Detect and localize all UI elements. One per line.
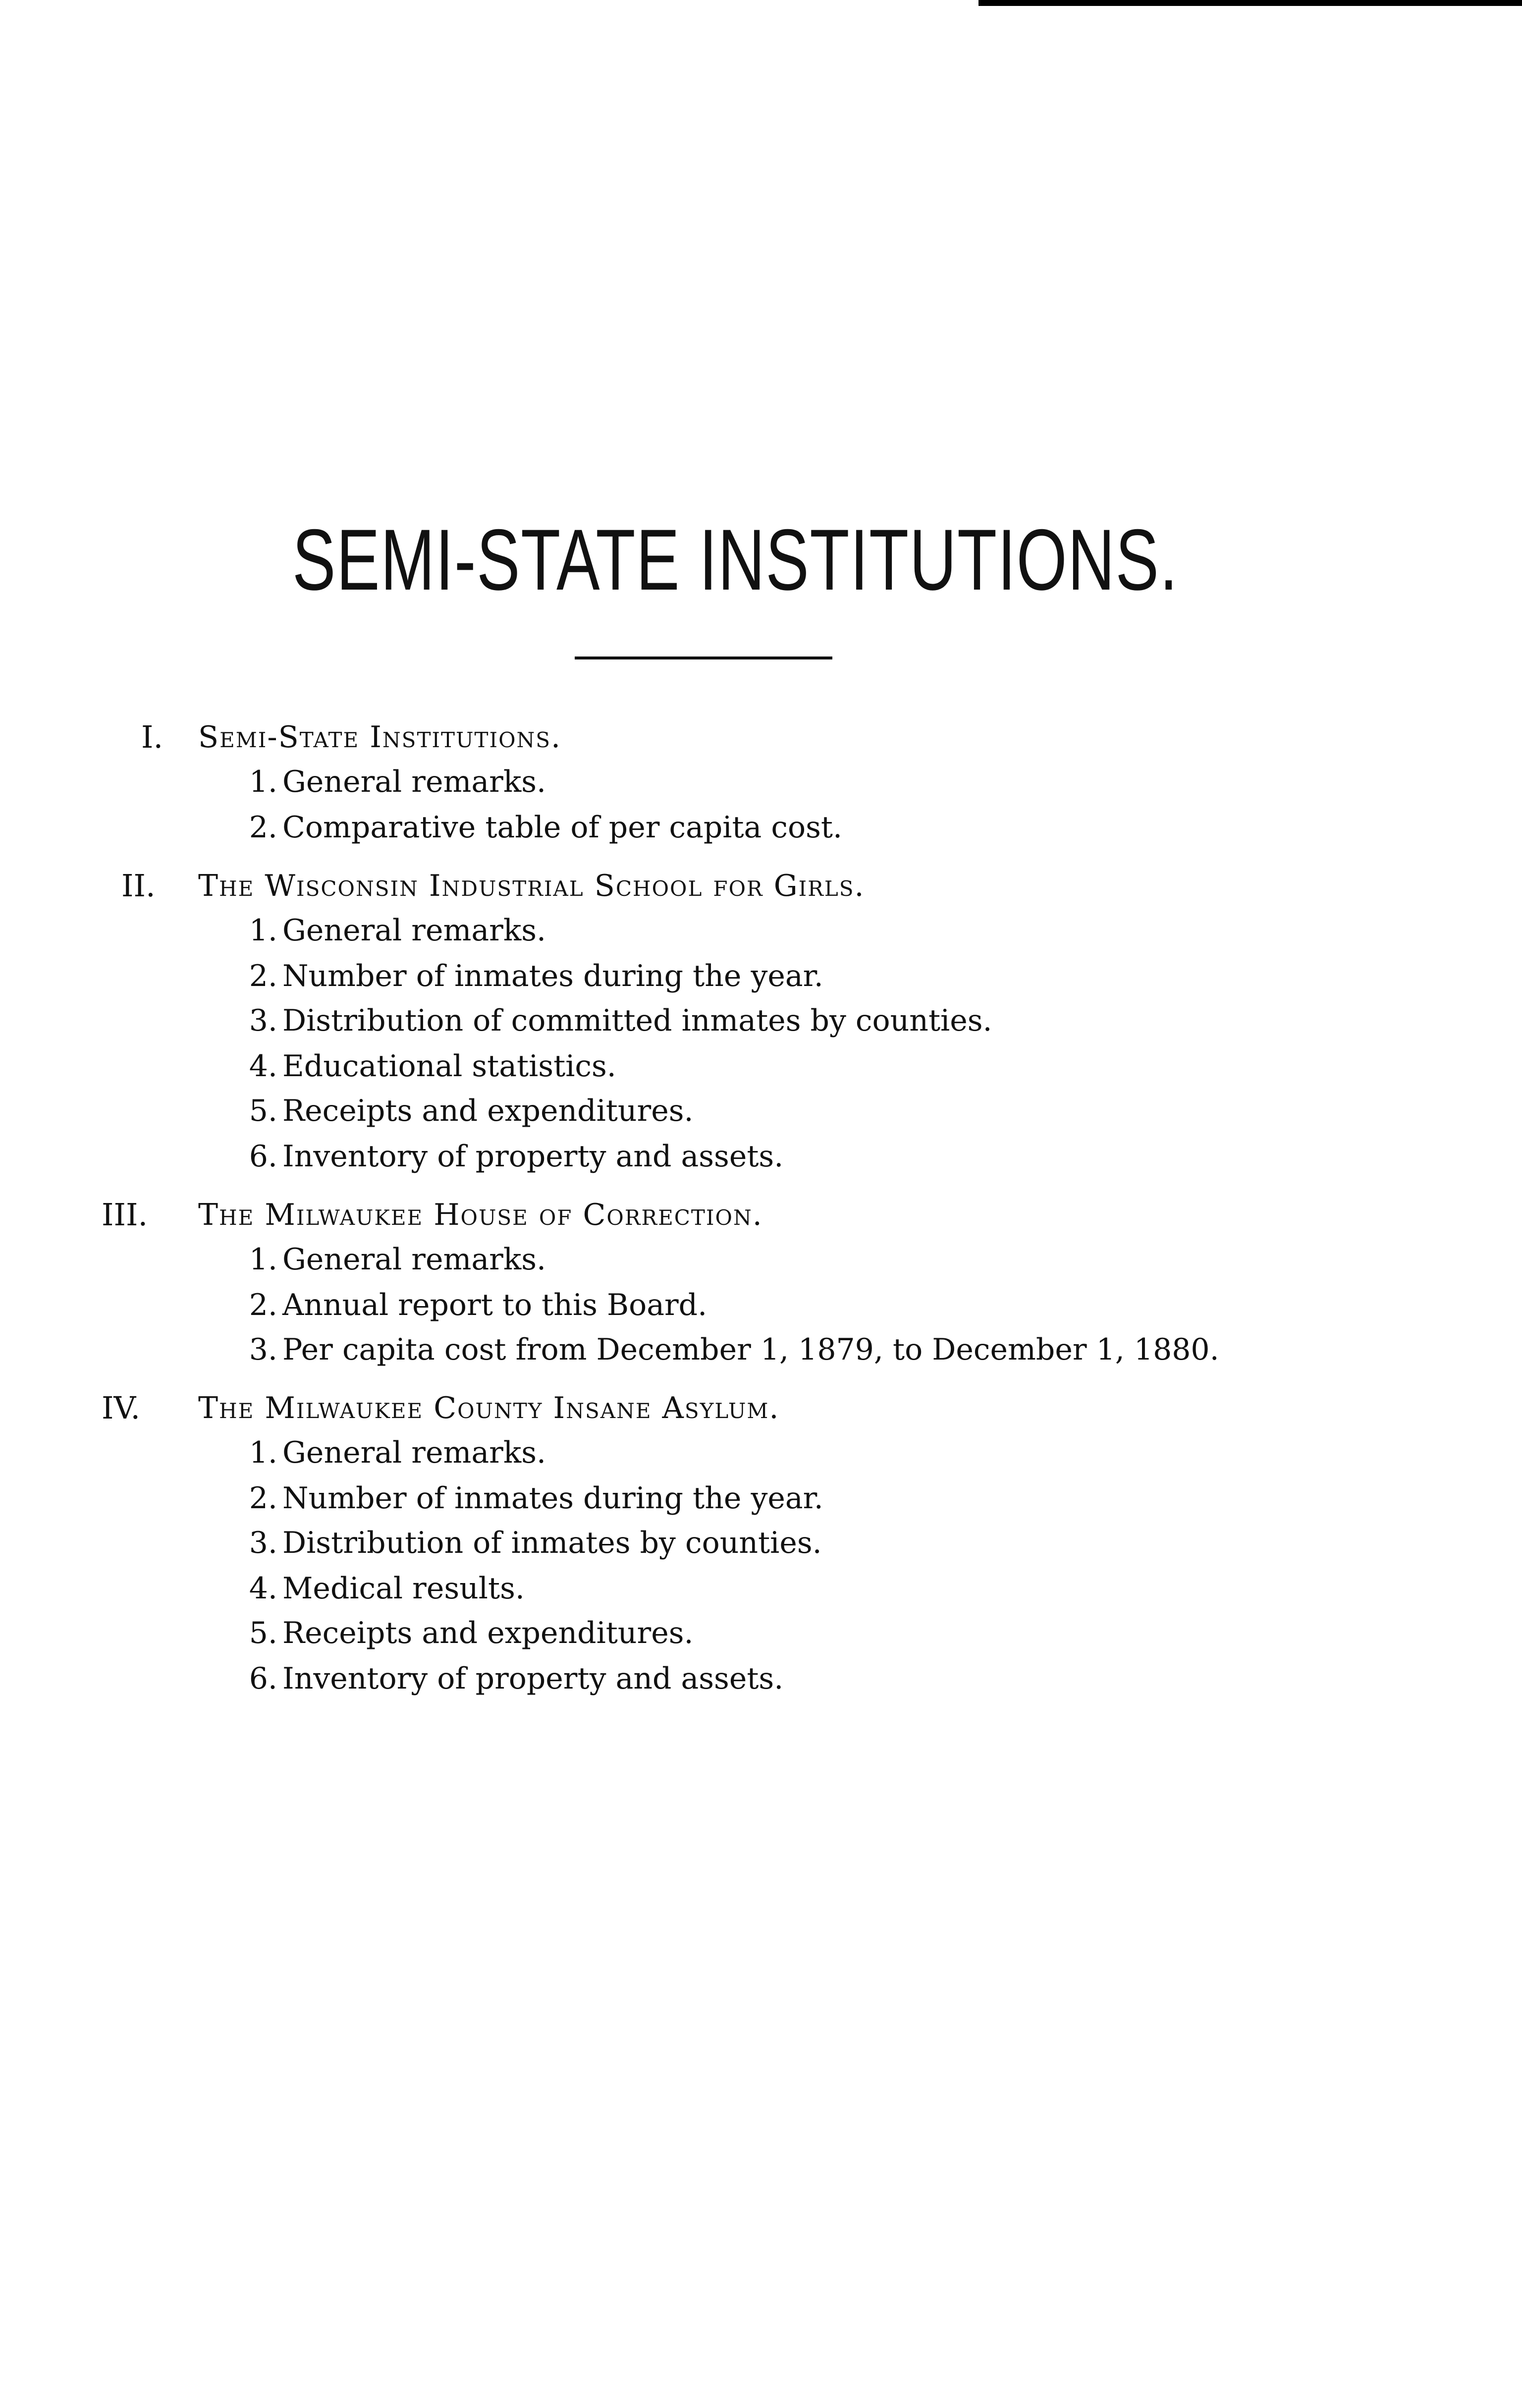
item-number: 4. <box>249 1049 277 1084</box>
item-text: Distribution of committed inmates by counties. <box>282 1003 992 1038</box>
item-number: 3. <box>249 1003 277 1038</box>
item-number: 2. <box>249 1481 277 1516</box>
item-number: 2. <box>249 1288 277 1322</box>
item-number: 5. <box>249 1616 277 1650</box>
section-numeral: III. <box>102 1197 148 1233</box>
item-number: 2. <box>249 959 277 993</box>
section-numeral: II. <box>121 868 156 904</box>
item-number: 4. <box>249 1571 277 1606</box>
item-text: Medical results. <box>282 1571 525 1606</box>
item-text: Inventory of property and assets. <box>282 1139 784 1174</box>
item-number: 2. <box>249 810 277 845</box>
item-number: 1. <box>249 1435 277 1470</box>
page-title: SEMI-STATE INSTITUTIONS. <box>292 512 1179 608</box>
item-text: Comparative table of per capita cost. <box>282 810 843 845</box>
section-heading: The Wisconsin Industrial School for Girls. <box>198 869 865 903</box>
item-number: 6. <box>249 1139 277 1174</box>
item-number: 3. <box>249 1526 277 1560</box>
section-numeral: I. <box>141 719 163 755</box>
item-text: Educational statistics. <box>282 1049 616 1084</box>
item-number: 6. <box>249 1661 277 1696</box>
section-heading: The Milwaukee County Insane Asylum. <box>198 1391 780 1425</box>
item-number: 1. <box>249 765 277 799</box>
item-number: 1. <box>249 1242 277 1277</box>
item-text: Receipts and expenditures. <box>282 1616 694 1650</box>
item-text: Inventory of property and assets. <box>282 1661 784 1696</box>
item-text: Number of inmates during the year. <box>282 1481 823 1516</box>
section-numeral: IV. <box>102 1390 141 1426</box>
item-text: Annual report to this Board. <box>282 1288 707 1322</box>
item-text: Receipts and expenditures. <box>282 1094 694 1128</box>
item-text: General remarks. <box>282 1242 546 1277</box>
item-number: 3. <box>249 1332 277 1367</box>
item-number: 5. <box>249 1094 277 1128</box>
item-text: Number of inmates during the year. <box>282 959 823 993</box>
item-text: General remarks. <box>282 913 546 948</box>
section-heading: Semi-State Institutions. <box>198 720 562 755</box>
item-text: General remarks. <box>282 1435 546 1470</box>
item-number: 1. <box>249 913 277 948</box>
item-text: Per capita cost from December 1, 1879, to December 1, 1880. <box>282 1332 1219 1367</box>
section-heading: The Milwaukee House of Correction. <box>198 1198 763 1232</box>
item-text: General remarks. <box>282 765 546 799</box>
item-text: Distribution of inmates by counties. <box>282 1526 822 1560</box>
